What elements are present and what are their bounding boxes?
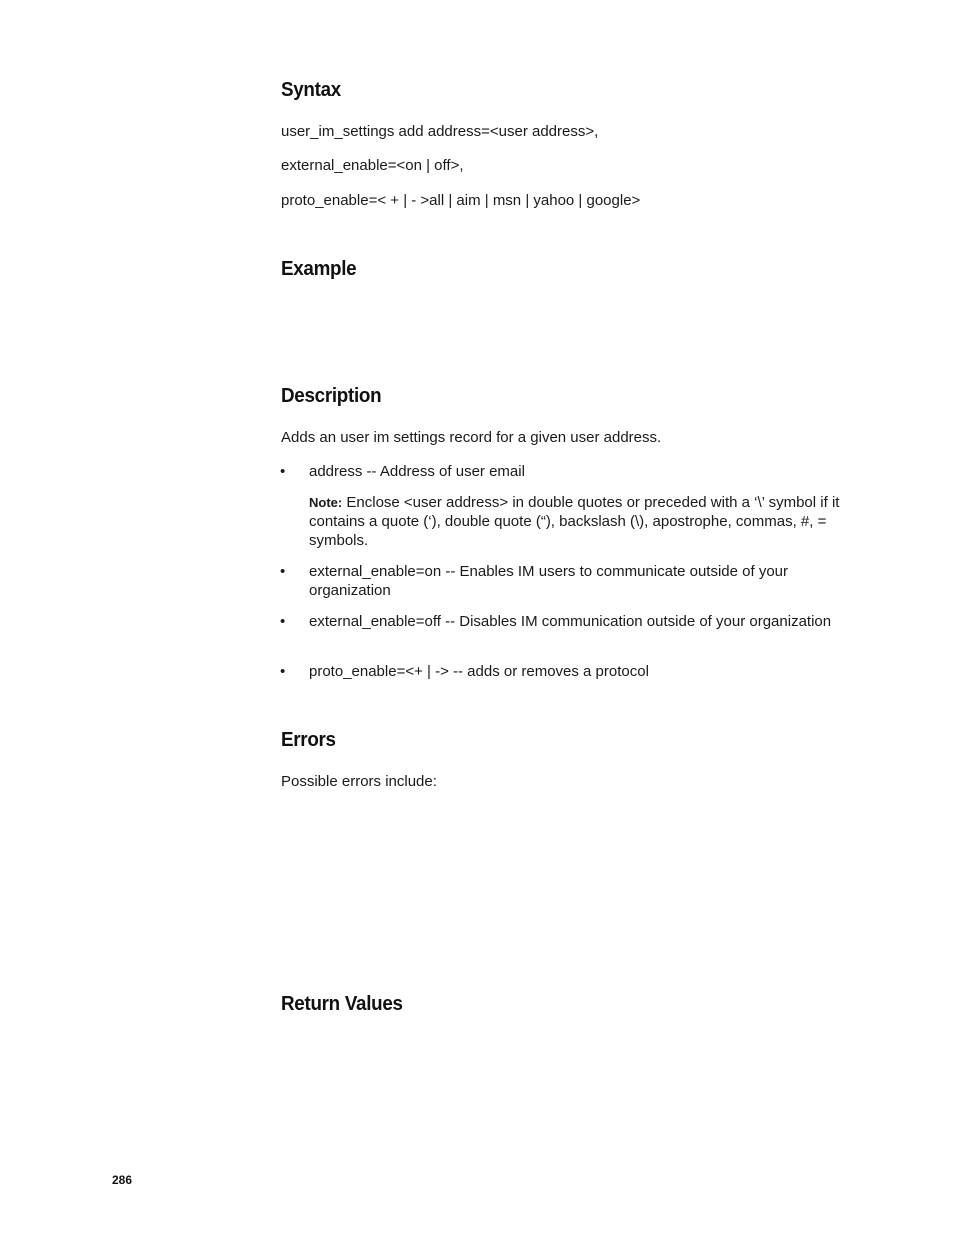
syntax-line-1: user_im_settings add address=<user address>, — [281, 123, 599, 140]
note-label: Note: — [309, 495, 343, 510]
example-heading: Example — [281, 258, 357, 280]
syntax-line-3: proto_enable=< + | - >all | aim | msn | yahoo | google> — [281, 192, 641, 209]
list-item: address -- Address of user email — [309, 463, 525, 480]
list-item: external_enable=off -- Disables IM communication outside of your organization — [309, 613, 832, 630]
bullet-marker: • — [280, 663, 286, 680]
bullet-marker: • — [280, 563, 286, 580]
page-number: 286 — [112, 1173, 133, 1187]
note-text: Enclose <user address> in double quotes or preceded with a ‘\’ symbol if it contains a quote (‘), double quote (“), backslash (\), apostrophe, commas, #, = symbols. — [309, 494, 840, 549]
return-values-heading: Return Values — [281, 993, 403, 1015]
errors-heading: Errors — [281, 729, 336, 751]
bullet-marker: • — [280, 613, 286, 630]
bullet-marker: • — [280, 463, 286, 480]
description-intro: Adds an user im settings record for a given user address. — [281, 429, 662, 446]
syntax-heading: Syntax — [281, 79, 341, 101]
errors-intro: Possible errors include: — [281, 773, 437, 790]
syntax-line-2: external_enable=<on | off>, — [281, 157, 464, 174]
list-item: external_enable=on -- Enables IM users to communicate outside of your organization — [309, 563, 789, 599]
description-heading: Description — [281, 385, 382, 407]
list-item: proto_enable=<+ | -> -- adds or removes a protocol — [309, 663, 649, 680]
note-block — [309, 493, 849, 550]
